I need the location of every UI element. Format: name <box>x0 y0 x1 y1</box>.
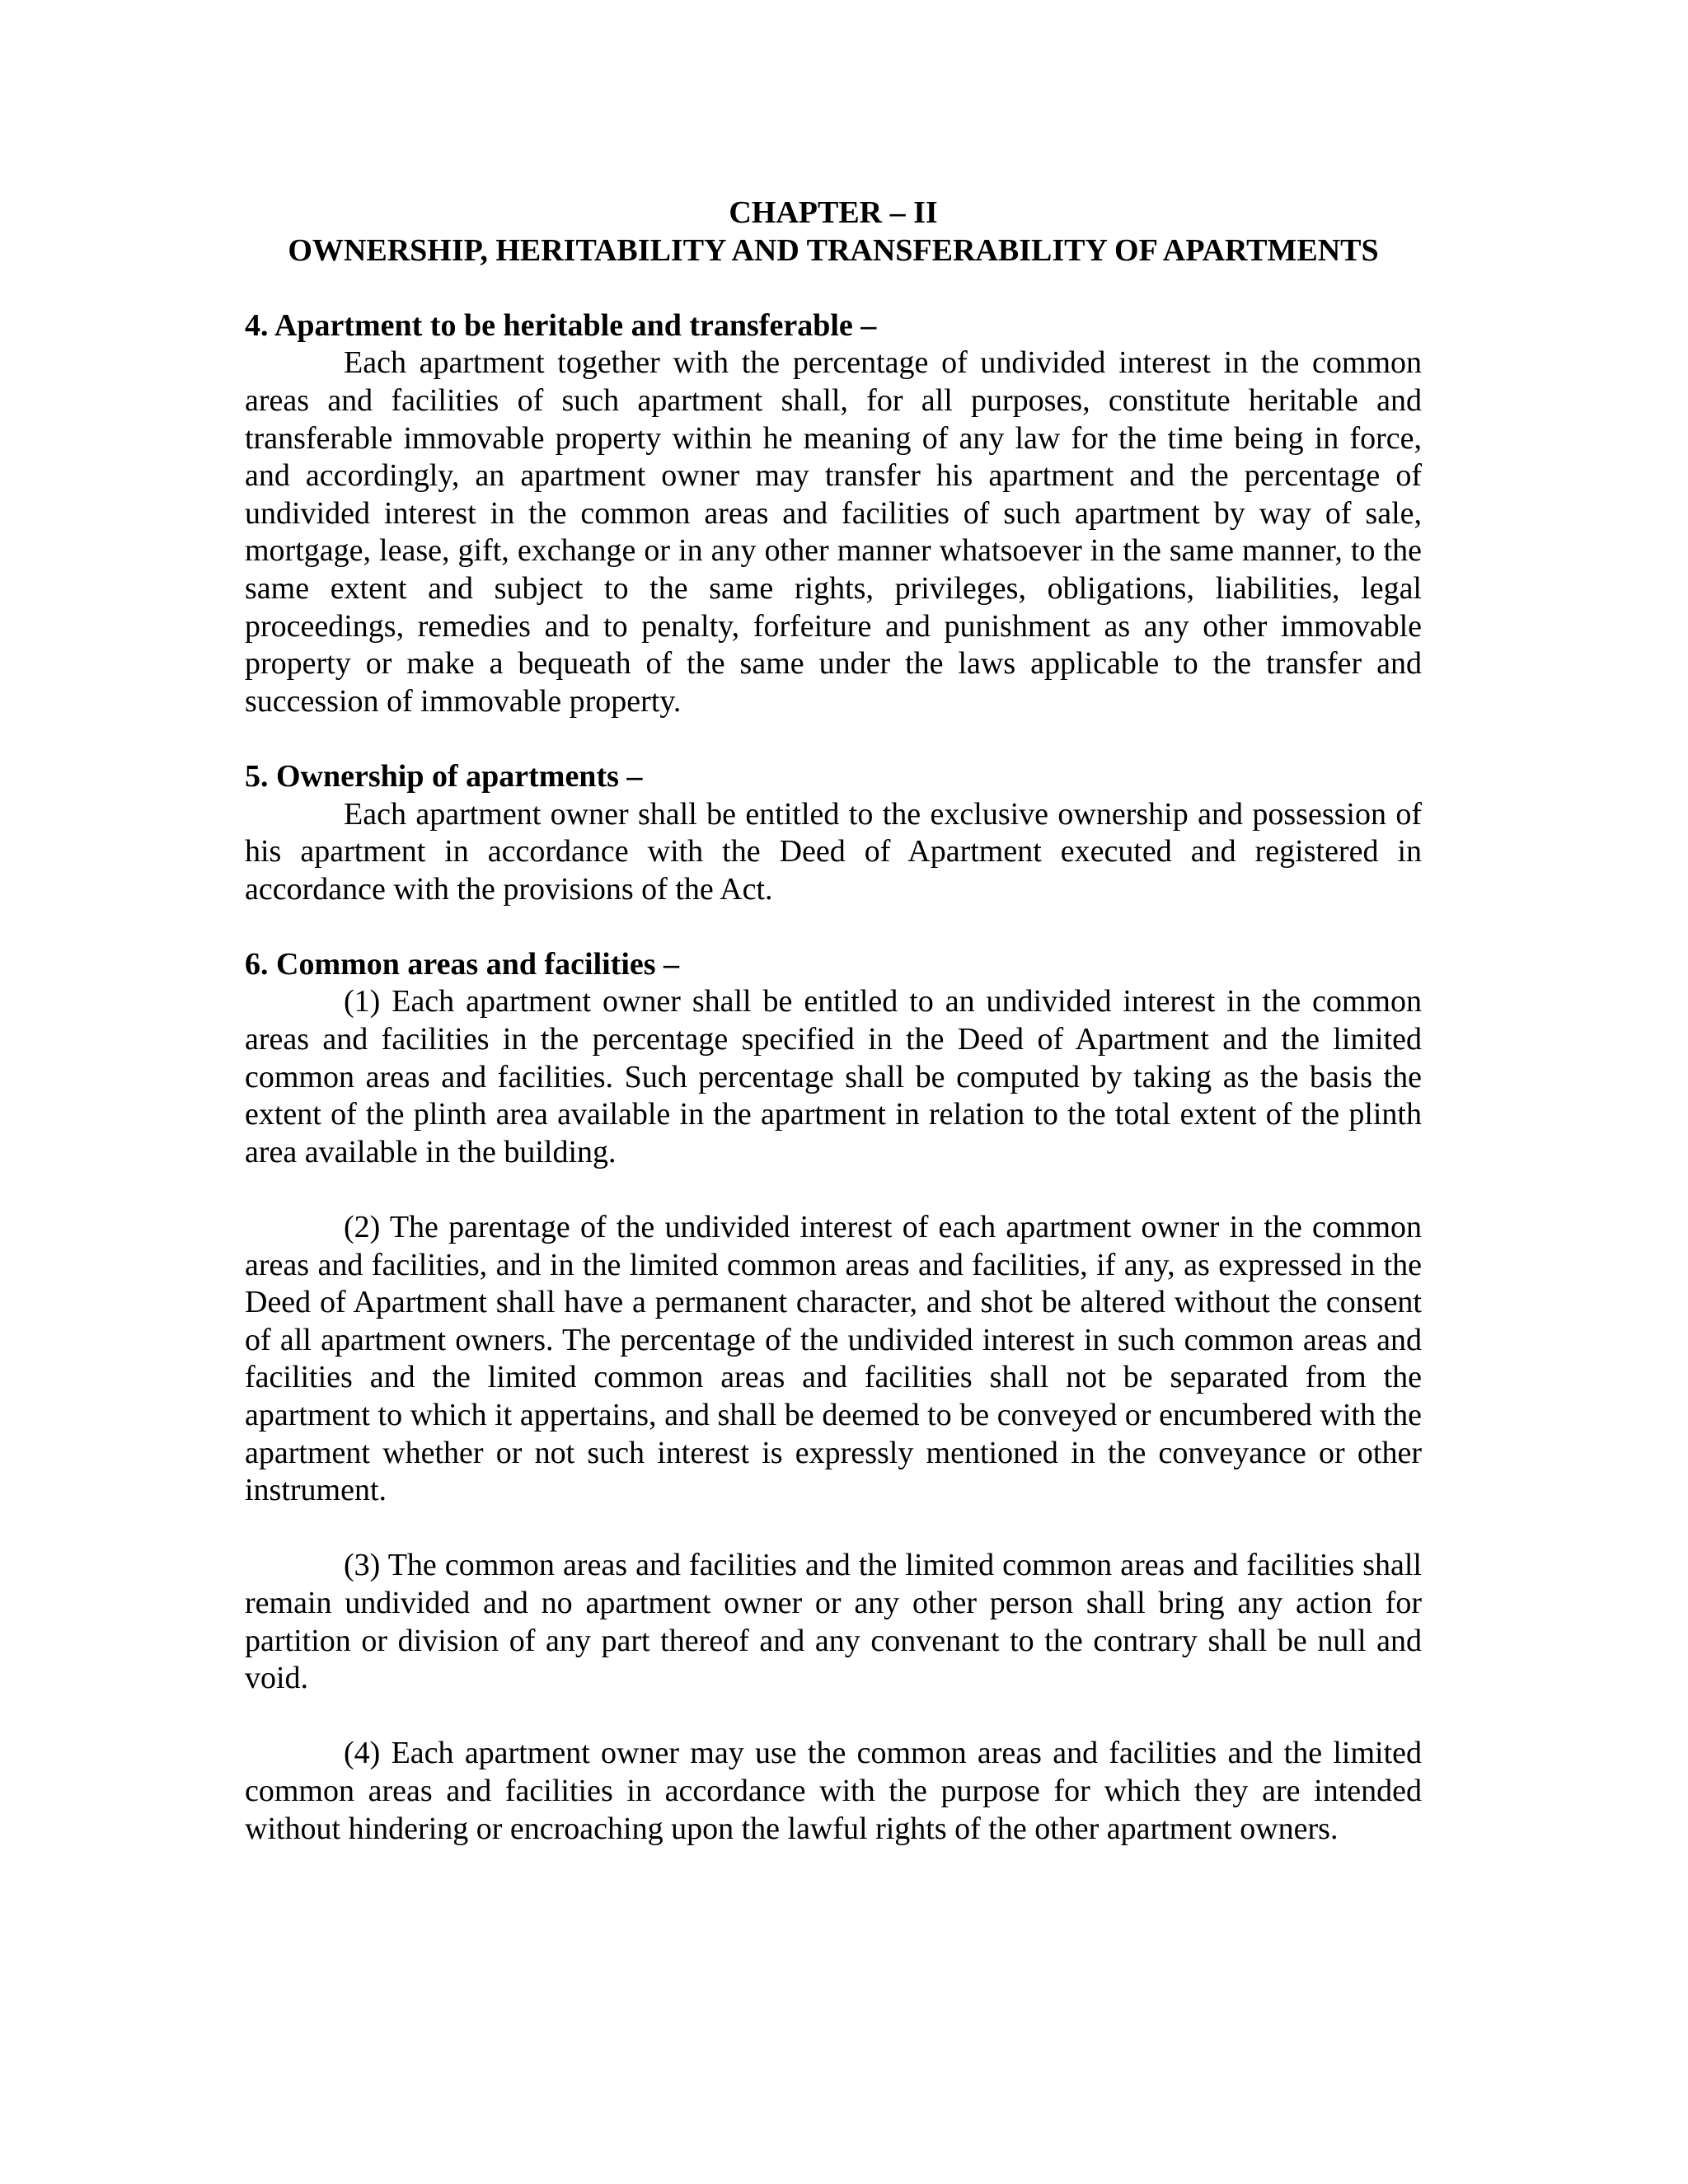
section-title: 6. Common areas and facilities – <box>245 946 680 982</box>
section-title: 5. Ownership of apartments – <box>245 758 643 794</box>
section-5 <box>245 758 1422 908</box>
section-4 <box>245 307 1422 721</box>
chapter-number: CHAPTER – II <box>729 195 938 230</box>
section-title: 4. Apartment to be heritable and transferable – <box>245 307 877 343</box>
subsection-3-paragraph: (3) The common areas and facilities and the limited common areas and facilities shall remain undivided and no apartment owner or any other person shall bring any action for partition or division of any part thereof and any convenant to the contrary shall be null and void. <box>245 1548 1422 1696</box>
chapter-title: OWNERSHIP, HERITABILITY AND TRANSFERABILITY OF APARTMENTS <box>288 232 1379 268</box>
section-paragraph: Each apartment owner shall be entitled to the exclusive ownership and possession of his apartment in accordance with the Deed of Apartment executed and registered in accordance with the provisions of the Act. <box>245 796 1422 907</box>
subsection-1-paragraph: (1) Each apartment owner shall be entitled to an undivided interest in the common areas and facilities in the percentage specified in the Deed of Apartment and the limited common areas and facilities. Such percentage shall be computed by taking as the basis the extent of the plinth area available in the apartment in relation to the total extent of the plinth area available in the building. <box>245 984 1422 1169</box>
page-content <box>245 194 1422 1848</box>
chapter-heading <box>245 194 1422 269</box>
subsection-4-paragraph: (4) Each apartment owner may use the common areas and facilities and the limited common areas and facilities in accordance with the purpose for which they are intended without hindering or encroaching upon the lawful rights of the other apartment owners. <box>245 1736 1422 1846</box>
section-paragraph: Each apartment together with the percentage of undivided interest in the common areas and facilities of such apartment shall, for all purposes, constitute heritable and transferable immovable property within he meaning of any law for the time being in force, and accordingly, an apartment owner may transfer his apartment and the percentage of undivided interest in the common areas and facilities of such apartment by way of sale, mortgage, lease, gift, exchange or in any other manner whatsoever in the same manner, to the same extent and subject to the same rights, privileges, obligations, liabilities, legal proceedings, remedies and to penalty, forfeiture and punishment as any other immovable property or make a bequeath of the same under the laws applicable to the transfer and succession of immovable property. <box>245 345 1422 719</box>
section-6 <box>245 946 1422 1848</box>
subsection-2-paragraph: (2) The parentage of the undivided interest of each apartment owner in the common areas and facilities, and in the limited common areas and facilities, if any, as expressed in the Deed of Apartment shall have a permanent character, and shot be altered without the consent of all apartment owners. The percentage of the undivided interest in such common areas and facilities and the limited common areas and facilities shall not be separated from the apartment to which it appertains, and shall be deemed to be conveyed or encumbered with the apartment whether or not such interest is expressly mentioned in the conveyance or other instrument. <box>245 1210 1422 1508</box>
